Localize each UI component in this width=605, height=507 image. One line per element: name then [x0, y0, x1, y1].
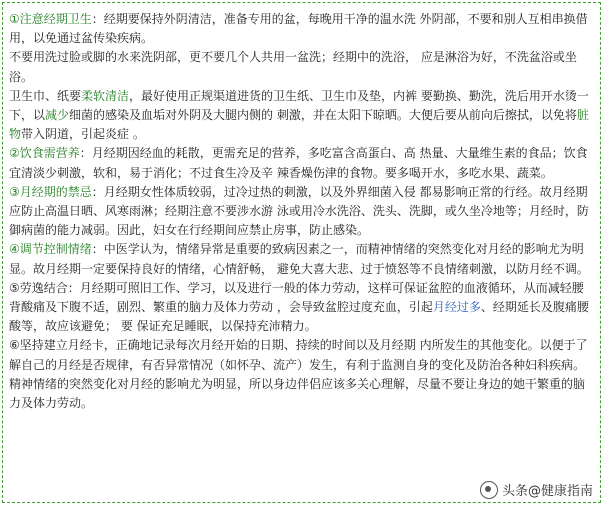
paragraph	[9, 87, 595, 145]
text-run: 减少	[45, 108, 70, 123]
watermark	[476, 478, 597, 501]
text-run: ⑥坚持建立月经卡，正确地记录每次月经开始的日期、持续的时间以及月经期 内所发生的其他变化。以便于了解自己的月经是否规律，有否异常情况（如怀孕、流产）发生，有利于监测自身的变化及防治各种妇科疾病。	[9, 338, 588, 372]
text-run: ：经期要保持外阴清洁，准备专用的盆，每晚用干净的温水洗 外阴部，不要和别人互相串换借用，以免通过盆传染疾病。	[9, 12, 588, 46]
text-run: ④	[9, 242, 20, 257]
paragraph	[9, 48, 595, 86]
paragraph	[9, 336, 595, 374]
text-run: ：月经期因经血的耗散，更需充足的营养，多吃富含高蛋白、高 热量、大量维生素的食品；饮食宜清淡少刺激，软和，易于消化；不过食生冷及辛 辣香燥伤津的食物。要多喝开水，多吃水果、蔬菜。	[9, 146, 588, 180]
paragraph	[9, 375, 595, 413]
text-run: 卫生巾、纸要	[9, 88, 82, 103]
text-run: ②饮食需营养	[9, 146, 80, 161]
paragraph	[9, 10, 595, 48]
text-run: 细菌的感染及血垢对外阴及大腿内侧的 刺激，并在太阳下晾晒。大便后要从前向后擦拭，以免将	[69, 108, 577, 123]
paragraph	[9, 183, 595, 241]
text-run: 、经期延长及腹痛腰酸等，故应该避免； 要 保证充足睡眠，以保持充沛精力。	[9, 300, 589, 334]
text-run: 不要用洗过脸或脚的水来洗阴部，更不要几个人共用一盆洗；经期中的洗浴， 应是淋浴为好，不洗盆浴或坐浴。	[9, 50, 577, 84]
text-run: ：中医学认为，情绪异常是重要的致病因素之一，而精神情绪的突然变化对月经的影响尤为明显。故月经期一定要保持良好的情绪，心情舒畅， 避免大喜大悲、过于愤怒等不良情绪刺激，以防月经不调。	[9, 242, 589, 276]
watermark-text: 头条@健康指南	[501, 484, 593, 499]
paragraph	[9, 240, 595, 278]
text-run: 柔软清洁	[81, 88, 130, 103]
text-run: ③月经期的禁忌	[9, 184, 92, 199]
paragraph	[9, 144, 595, 182]
paragraph	[9, 279, 595, 337]
text-run: ，最好使用正规渠道进货的卫生纸、卫生巾及垫，内裤 要勤换、勤洗，洗后用开水烫一下，以	[9, 88, 589, 123]
text-run: ：月经期女性体质较弱，过冷过热的刺激，以及外界细菌入侵 都易影响正常的行经。故月经期应防止高温日晒、风寒雨淋；经期注意不要涉水游 泳或用冷水洗浴、洗头、洗脚，或久坐冷地等；月经时，防御病菌的能力减弱。因此，妇女在行经期间应禁止房事，防止感染。	[9, 184, 589, 238]
text-run: 调节控制情绪	[19, 242, 92, 257]
article-body	[9, 10, 595, 413]
text-run: 带入阴道，引起炎症 。	[21, 127, 145, 142]
text-run: ⑤劳逸结合：月经期可照旧工作、学习，以及进行一般的体力劳动，这样可保证盆腔的血液循环，从而减轻腰背酸痛及下腹不适，剧烈、繁重的脑力及体力劳动 ，会导致盆腔过度充血，引起	[9, 280, 584, 315]
camera-icon	[480, 481, 498, 499]
text-run: 脏物	[9, 108, 589, 142]
text-run: 精神情绪的突然变化对月经的影响尤为明显，所以身边伴侣应该多关心理解，尽量不要让身边的她干繁重的脑力及体力劳动。	[9, 376, 586, 411]
text-run: 月经过多	[432, 300, 481, 315]
text-run: ①注意经期卫生	[9, 12, 92, 26]
